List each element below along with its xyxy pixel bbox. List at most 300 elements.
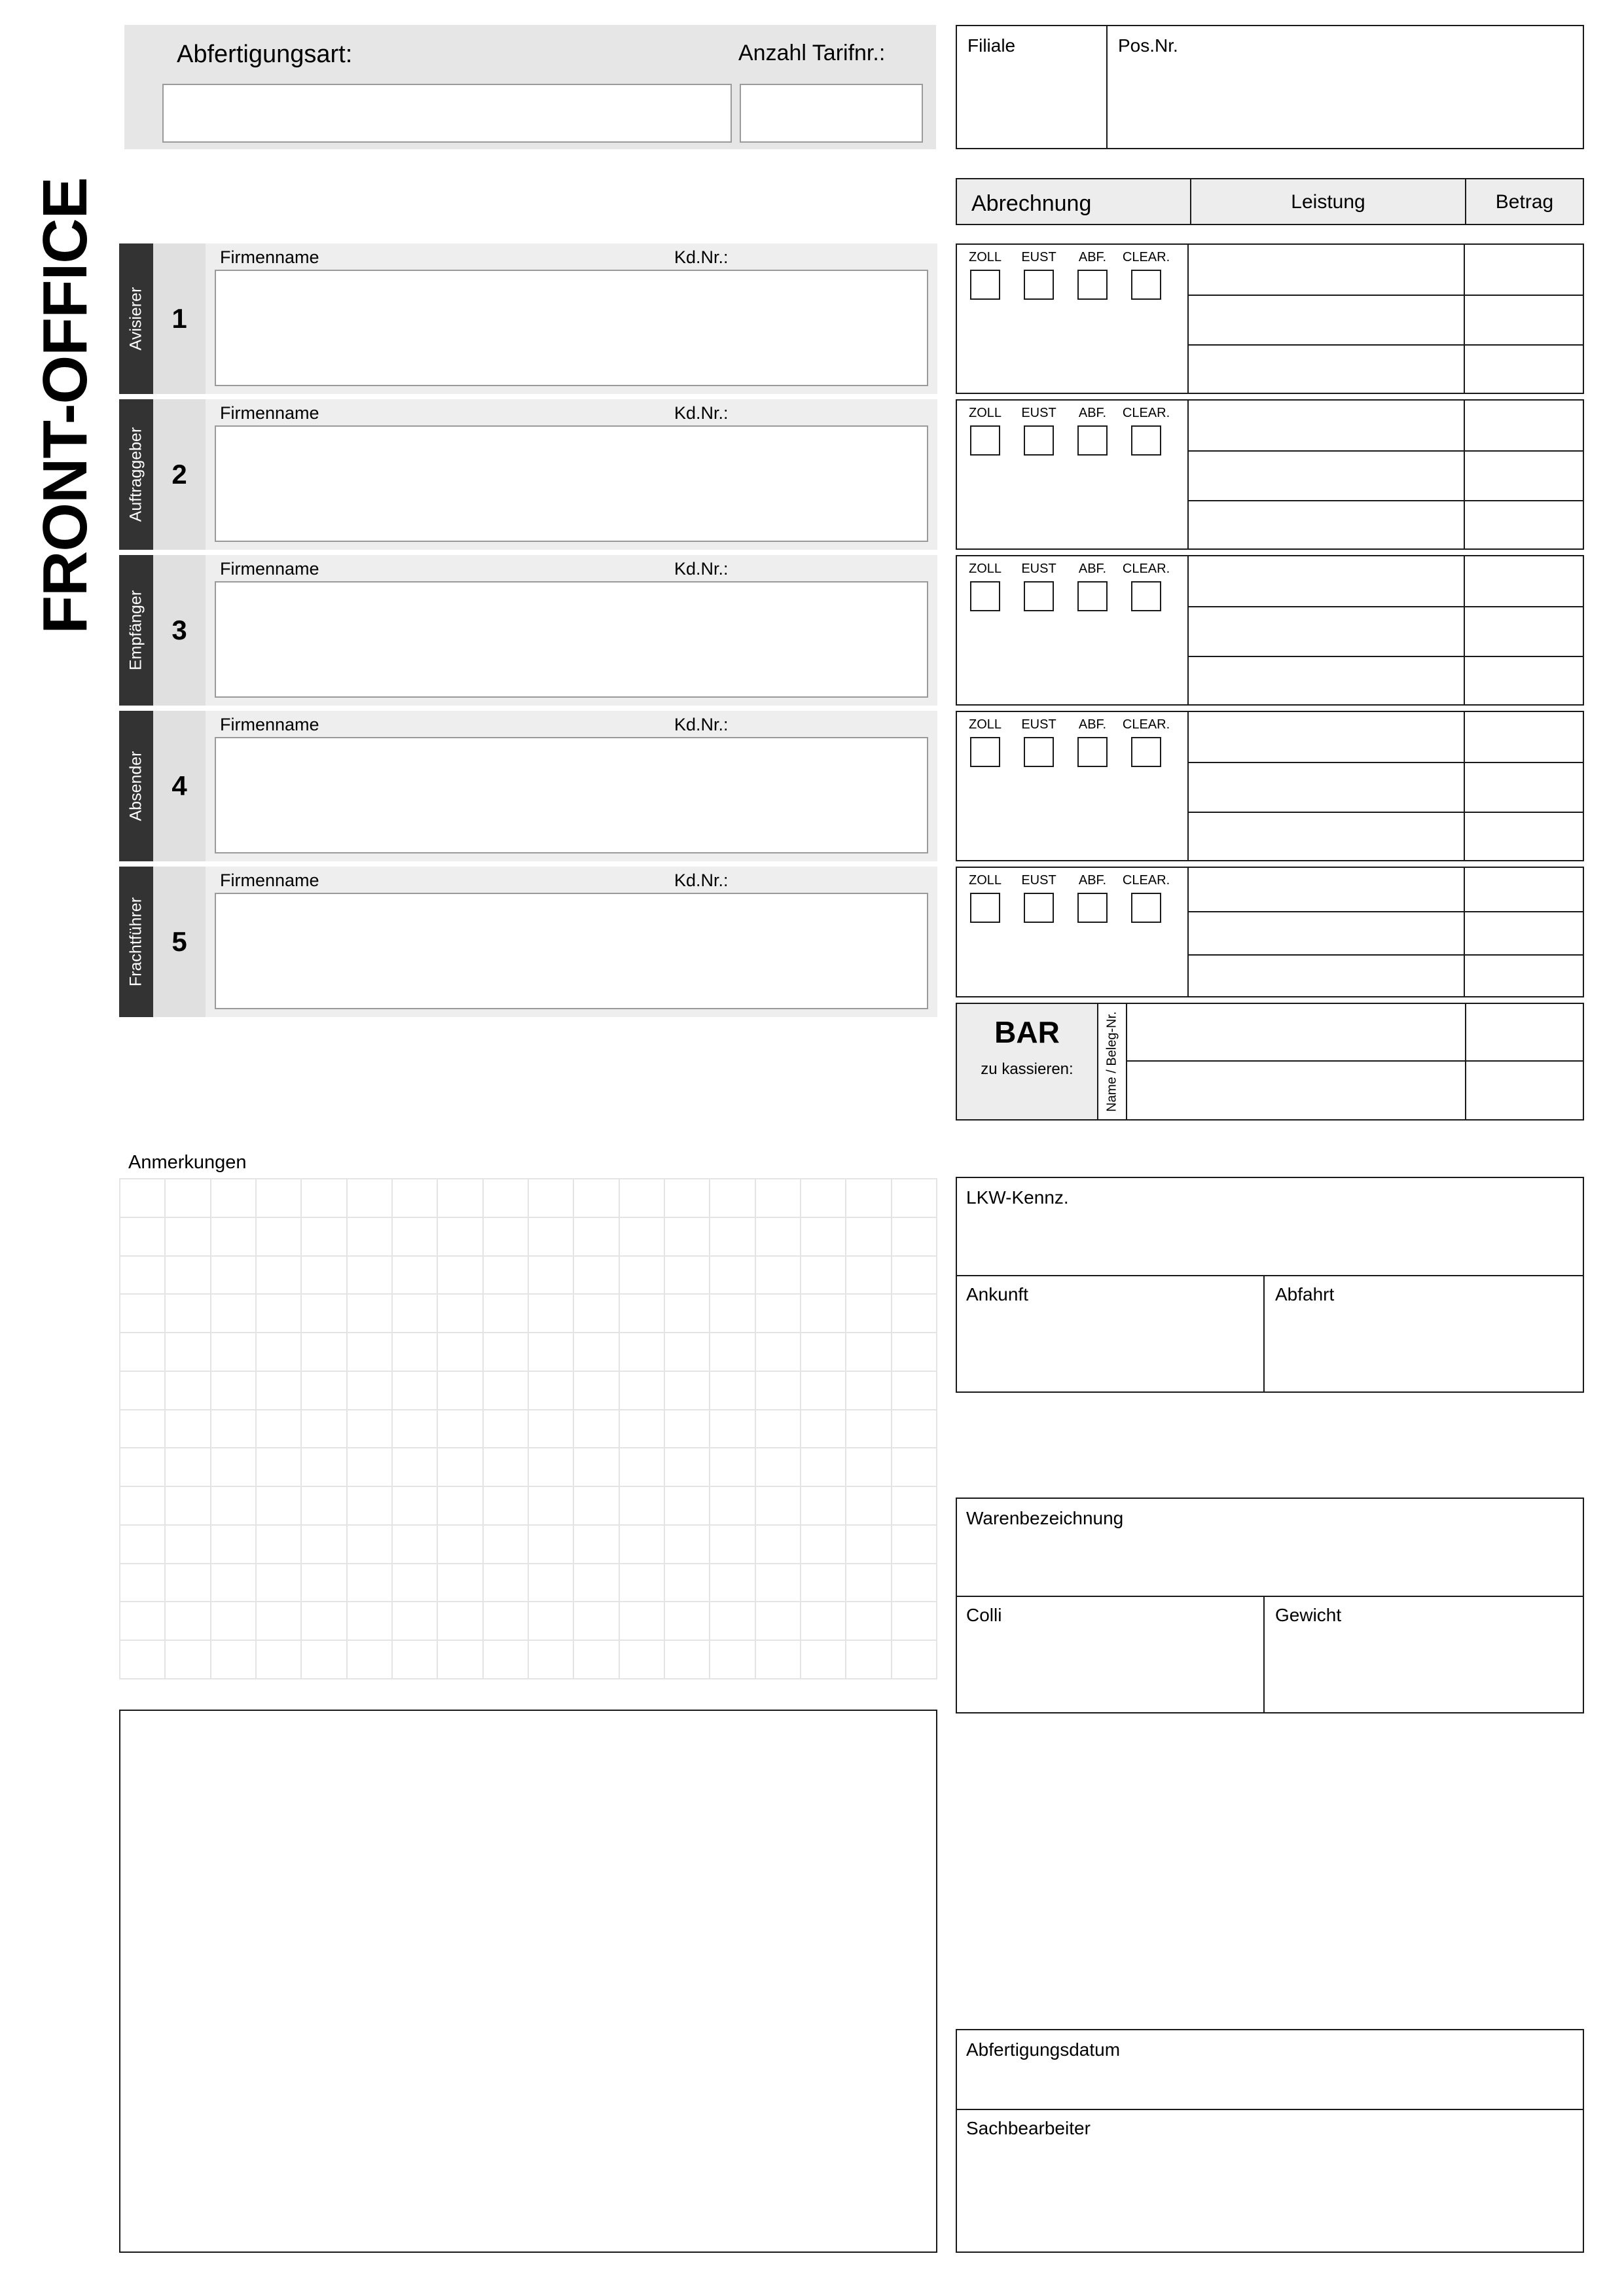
anmerkungen-grid-cell[interactable] — [120, 1333, 165, 1371]
anmerkungen-grid-cell[interactable] — [801, 1602, 846, 1640]
abrechnung-betrag-5-2[interactable] — [1470, 914, 1579, 952]
anmerkungen-grid-cell[interactable] — [165, 1371, 210, 1410]
anmerkungen-grid-cell[interactable] — [256, 1179, 301, 1217]
anmerkungen-grid-cell[interactable] — [437, 1640, 482, 1679]
abrechnung-betrag-3-1[interactable] — [1470, 559, 1579, 603]
anmerkungen-grid-cell[interactable] — [664, 1486, 710, 1525]
anmerkungen-grid-cell[interactable] — [392, 1294, 437, 1333]
anmerkungen-grid-cell[interactable] — [801, 1486, 846, 1525]
bar-betrag-2[interactable] — [1471, 1064, 1579, 1117]
anmerkungen-grid-cell[interactable] — [528, 1486, 573, 1525]
anmerkungen-grid-cell[interactable] — [347, 1294, 392, 1333]
anmerkungen-grid-cell[interactable] — [120, 1179, 165, 1217]
checkbox-abf-2[interactable] — [1077, 425, 1108, 456]
anmerkungen-grid-cell[interactable] — [347, 1256, 392, 1295]
anmerkungen-grid-cell[interactable] — [528, 1640, 573, 1679]
abrechnung-betrag-2-1[interactable] — [1470, 403, 1579, 448]
anmerkungen-grid-cell[interactable] — [846, 1602, 891, 1640]
anmerkungen-grid-cell[interactable] — [846, 1179, 891, 1217]
abrechnung-betrag-5-1[interactable] — [1470, 870, 1579, 908]
anmerkungen-grid-cell[interactable] — [437, 1410, 482, 1448]
checkbox-eust-2[interactable] — [1024, 425, 1054, 456]
abrechnung-betrag-4-2[interactable] — [1470, 764, 1579, 809]
abrechnung-betrag-5-3[interactable] — [1470, 957, 1579, 995]
anmerkungen-grid-cell[interactable] — [664, 1525, 710, 1564]
anmerkungen-grid-cell[interactable] — [846, 1564, 891, 1602]
anzahl-tarifnr-input[interactable] — [740, 84, 923, 143]
anmerkungen-grid-cell[interactable] — [256, 1640, 301, 1679]
anmerkungen-grid-cell[interactable] — [528, 1602, 573, 1640]
anmerkungen-grid-cell[interactable] — [528, 1294, 573, 1333]
anmerkungen-grid-cell[interactable] — [801, 1294, 846, 1333]
checkbox-clear-5[interactable] — [1131, 893, 1161, 923]
anmerkungen-grid-cell[interactable] — [619, 1294, 664, 1333]
party-input-4[interactable] — [215, 737, 928, 853]
anmerkungen-grid-cell[interactable] — [120, 1486, 165, 1525]
anmerkungen-grid-cell[interactable] — [347, 1179, 392, 1217]
posnr-input[interactable] — [1114, 65, 1576, 137]
anmerkungen-grid-cell[interactable] — [437, 1371, 482, 1410]
anmerkungen-grid-cell[interactable] — [710, 1371, 755, 1410]
anmerkungen-grid-cell[interactable] — [256, 1217, 301, 1256]
anmerkungen-grid-cell[interactable] — [165, 1602, 210, 1640]
anmerkungen-grid-cell[interactable] — [165, 1410, 210, 1448]
anmerkungen-grid-cell[interactable] — [256, 1448, 301, 1486]
anmerkungen-grid-cell[interactable] — [120, 1217, 165, 1256]
party-input-1[interactable] — [215, 270, 928, 386]
checkbox-zoll-4[interactable] — [970, 737, 1000, 767]
anmerkungen-grid-cell[interactable] — [892, 1525, 937, 1564]
anmerkungen-grid-cell[interactable] — [256, 1525, 301, 1564]
anmerkungen-grid-cell[interactable] — [892, 1486, 937, 1525]
anmerkungen-grid-cell[interactable] — [301, 1294, 346, 1333]
anmerkungen-grid-cell[interactable] — [573, 1333, 619, 1371]
anmerkungen-grid-cell[interactable] — [528, 1256, 573, 1295]
anmerkungen-grid-cell[interactable] — [892, 1217, 937, 1256]
anmerkungen-grid-cell[interactable] — [710, 1410, 755, 1448]
checkbox-eust-5[interactable] — [1024, 893, 1054, 923]
anmerkungen-grid-cell[interactable] — [801, 1256, 846, 1295]
anmerkungen-grid-cell[interactable] — [573, 1371, 619, 1410]
anmerkungen-grid-cell[interactable] — [619, 1217, 664, 1256]
anmerkungen-grid-cell[interactable] — [755, 1333, 801, 1371]
anmerkungen-grid-cell[interactable] — [483, 1525, 528, 1564]
anmerkungen-grid-cell[interactable] — [755, 1179, 801, 1217]
anmerkungen-grid-cell[interactable] — [347, 1564, 392, 1602]
anmerkungen-grid-cell[interactable] — [120, 1525, 165, 1564]
anmerkungen-grid-cell[interactable] — [256, 1410, 301, 1448]
anmerkungen-grid-cell[interactable] — [165, 1333, 210, 1371]
anmerkungen-grid-cell[interactable] — [846, 1410, 891, 1448]
anmerkungen-grid-cell[interactable] — [301, 1410, 346, 1448]
checkbox-zoll-5[interactable] — [970, 893, 1000, 923]
anmerkungen-grid-cell[interactable] — [120, 1564, 165, 1602]
anmerkungen-grid-cell[interactable] — [120, 1448, 165, 1486]
anmerkungen-grid-cell[interactable] — [437, 1333, 482, 1371]
anmerkungen-grid-cell[interactable] — [846, 1217, 891, 1256]
anmerkungen-grid-cell[interactable] — [211, 1256, 256, 1295]
anmerkungen-grid-cell[interactable] — [211, 1640, 256, 1679]
anmerkungen-grid-cell[interactable] — [256, 1333, 301, 1371]
anmerkungen-grid-cell[interactable] — [755, 1217, 801, 1256]
anmerkungen-grid-cell[interactable] — [755, 1256, 801, 1295]
anmerkungen-grid-cell[interactable] — [256, 1294, 301, 1333]
checkbox-clear-2[interactable] — [1131, 425, 1161, 456]
freeform-notes-box[interactable] — [119, 1710, 937, 2253]
checkbox-eust-1[interactable] — [1024, 270, 1054, 300]
anmerkungen-grid-cell[interactable] — [301, 1525, 346, 1564]
anmerkungen-grid-cell[interactable] — [664, 1448, 710, 1486]
anmerkungen-grid-cell[interactable] — [801, 1448, 846, 1486]
anmerkungen-grid-cell[interactable] — [664, 1256, 710, 1295]
anmerkungen-grid-cell[interactable] — [483, 1640, 528, 1679]
abrechnung-leistung-5-2[interactable] — [1194, 914, 1458, 952]
anmerkungen-grid-cell[interactable] — [710, 1564, 755, 1602]
anmerkungen-grid-cell[interactable] — [165, 1217, 210, 1256]
anmerkungen-grid-cell[interactable] — [165, 1294, 210, 1333]
anmerkungen-grid-cell[interactable] — [347, 1217, 392, 1256]
anmerkungen-grid-cell[interactable] — [483, 1217, 528, 1256]
anmerkungen-grid-cell[interactable] — [120, 1294, 165, 1333]
anmerkungen-grid-cell[interactable] — [120, 1371, 165, 1410]
anmerkungen-grid-cell[interactable] — [619, 1256, 664, 1295]
anmerkungen-grid-cell[interactable] — [573, 1179, 619, 1217]
anmerkungen-grid-cell[interactable] — [528, 1217, 573, 1256]
abrechnung-betrag-3-2[interactable] — [1470, 609, 1579, 653]
anmerkungen-grid-cell[interactable] — [573, 1640, 619, 1679]
anmerkungen-grid-cell[interactable] — [664, 1602, 710, 1640]
abrechnung-leistung-5-3[interactable] — [1194, 957, 1458, 995]
checkbox-clear-3[interactable] — [1131, 581, 1161, 611]
anmerkungen-grid-cell[interactable] — [301, 1640, 346, 1679]
anmerkungen-grid-cell[interactable] — [664, 1294, 710, 1333]
anmerkungen-grid-cell[interactable] — [211, 1564, 256, 1602]
anmerkungen-grid-cell[interactable] — [392, 1217, 437, 1256]
anmerkungen-grid-cell[interactable] — [892, 1410, 937, 1448]
abrechnung-betrag-3-3[interactable] — [1470, 658, 1579, 703]
abrechnung-leistung-1-2[interactable] — [1194, 297, 1458, 342]
anmerkungen-grid-cell[interactable] — [437, 1217, 482, 1256]
anmerkungen-grid-cell[interactable] — [710, 1333, 755, 1371]
anmerkungen-grid-cell[interactable] — [528, 1448, 573, 1486]
anmerkungen-grid-cell[interactable] — [120, 1640, 165, 1679]
anmerkungen-grid-cell[interactable] — [755, 1486, 801, 1525]
anmerkungen-grid-cell[interactable] — [755, 1371, 801, 1410]
anmerkungen-grid-cell[interactable] — [392, 1256, 437, 1295]
anmerkungen-grid-cell[interactable] — [437, 1294, 482, 1333]
anmerkungen-grid[interactable] — [119, 1178, 937, 1679]
anmerkungen-grid-cell[interactable] — [846, 1333, 891, 1371]
anmerkungen-grid-cell[interactable] — [301, 1564, 346, 1602]
anmerkungen-grid-cell[interactable] — [256, 1602, 301, 1640]
gewicht-input[interactable] — [1275, 1634, 1574, 1704]
anmerkungen-grid-cell[interactable] — [846, 1486, 891, 1525]
anmerkungen-grid-cell[interactable] — [392, 1410, 437, 1448]
anmerkungen-grid-cell[interactable] — [892, 1602, 937, 1640]
anmerkungen-grid-cell[interactable] — [892, 1294, 937, 1333]
abrechnung-betrag-1-2[interactable] — [1470, 297, 1579, 342]
anmerkungen-grid-cell[interactable] — [846, 1294, 891, 1333]
anmerkungen-grid-cell[interactable] — [619, 1602, 664, 1640]
anmerkungen-grid-cell[interactable] — [619, 1486, 664, 1525]
anmerkungen-grid-cell[interactable] — [211, 1179, 256, 1217]
anmerkungen-grid-cell[interactable] — [573, 1564, 619, 1602]
anmerkungen-grid-cell[interactable] — [483, 1410, 528, 1448]
abrechnung-betrag-2-2[interactable] — [1470, 453, 1579, 497]
abrechnung-betrag-4-1[interactable] — [1470, 715, 1579, 759]
anmerkungen-grid-cell[interactable] — [573, 1525, 619, 1564]
anmerkungen-grid-cell[interactable] — [301, 1217, 346, 1256]
anmerkungen-grid-cell[interactable] — [892, 1371, 937, 1410]
anmerkungen-grid-cell[interactable] — [892, 1179, 937, 1217]
anmerkungen-grid-cell[interactable] — [301, 1486, 346, 1525]
anmerkungen-grid-cell[interactable] — [437, 1486, 482, 1525]
anmerkungen-grid-cell[interactable] — [211, 1486, 256, 1525]
anmerkungen-grid-cell[interactable] — [301, 1256, 346, 1295]
anmerkungen-grid-cell[interactable] — [710, 1486, 755, 1525]
anmerkungen-grid-cell[interactable] — [664, 1410, 710, 1448]
anmerkungen-grid-cell[interactable] — [755, 1448, 801, 1486]
sachbearbeiter-input[interactable] — [966, 2147, 1574, 2245]
anmerkungen-grid-cell[interactable] — [528, 1525, 573, 1564]
anmerkungen-grid-cell[interactable] — [347, 1525, 392, 1564]
filiale-input[interactable] — [964, 65, 1098, 137]
anmerkungen-grid-cell[interactable] — [301, 1602, 346, 1640]
abrechnung-betrag-1-3[interactable] — [1470, 347, 1579, 391]
anmerkungen-grid-cell[interactable] — [211, 1333, 256, 1371]
anmerkungen-grid-cell[interactable] — [573, 1256, 619, 1295]
anmerkungen-grid-cell[interactable] — [892, 1333, 937, 1371]
anmerkungen-grid-cell[interactable] — [120, 1602, 165, 1640]
abfertigungsart-input[interactable] — [162, 84, 732, 143]
anmerkungen-grid-cell[interactable] — [801, 1640, 846, 1679]
anmerkungen-grid-cell[interactable] — [710, 1179, 755, 1217]
anmerkungen-grid-cell[interactable] — [755, 1640, 801, 1679]
anmerkungen-grid-cell[interactable] — [573, 1410, 619, 1448]
anmerkungen-grid-cell[interactable] — [483, 1256, 528, 1295]
ankunft-input[interactable] — [966, 1313, 1254, 1384]
anmerkungen-grid-cell[interactable] — [165, 1179, 210, 1217]
abrechnung-leistung-2-2[interactable] — [1194, 453, 1458, 497]
bar-value-1[interactable] — [1134, 1008, 1458, 1056]
anmerkungen-grid-cell[interactable] — [301, 1179, 346, 1217]
abrechnung-betrag-2-3[interactable] — [1470, 503, 1579, 547]
anmerkungen-grid-cell[interactable] — [619, 1410, 664, 1448]
anmerkungen-grid-cell[interactable] — [892, 1448, 937, 1486]
anmerkungen-grid-cell[interactable] — [165, 1525, 210, 1564]
anmerkungen-grid-cell[interactable] — [165, 1564, 210, 1602]
checkbox-eust-3[interactable] — [1024, 581, 1054, 611]
anmerkungen-grid-cell[interactable] — [755, 1564, 801, 1602]
anmerkungen-grid-cell[interactable] — [528, 1371, 573, 1410]
anmerkungen-grid-cell[interactable] — [211, 1410, 256, 1448]
anmerkungen-grid-cell[interactable] — [347, 1602, 392, 1640]
anmerkungen-grid-cell[interactable] — [710, 1294, 755, 1333]
anmerkungen-grid-cell[interactable] — [392, 1486, 437, 1525]
anmerkungen-grid-cell[interactable] — [528, 1410, 573, 1448]
checkbox-zoll-1[interactable] — [970, 270, 1000, 300]
anmerkungen-grid-cell[interactable] — [392, 1564, 437, 1602]
party-input-5[interactable] — [215, 893, 928, 1009]
anmerkungen-grid-cell[interactable] — [710, 1217, 755, 1256]
anmerkungen-grid-cell[interactable] — [392, 1179, 437, 1217]
anmerkungen-grid-cell[interactable] — [483, 1294, 528, 1333]
anmerkungen-grid-cell[interactable] — [301, 1371, 346, 1410]
anmerkungen-grid-cell[interactable] — [619, 1179, 664, 1217]
anmerkungen-grid-cell[interactable] — [710, 1640, 755, 1679]
colli-input[interactable] — [966, 1634, 1254, 1704]
anmerkungen-grid-cell[interactable] — [619, 1448, 664, 1486]
anmerkungen-grid-cell[interactable] — [892, 1640, 937, 1679]
anmerkungen-grid-cell[interactable] — [528, 1333, 573, 1371]
anmerkungen-grid-cell[interactable] — [710, 1525, 755, 1564]
anmerkungen-grid-cell[interactable] — [256, 1564, 301, 1602]
anmerkungen-grid-cell[interactable] — [801, 1564, 846, 1602]
checkbox-eust-4[interactable] — [1024, 737, 1054, 767]
abrechnung-leistung-3-2[interactable] — [1194, 609, 1458, 653]
anmerkungen-grid-cell[interactable] — [256, 1256, 301, 1295]
anmerkungen-grid-cell[interactable] — [710, 1256, 755, 1295]
anmerkungen-grid-cell[interactable] — [483, 1448, 528, 1486]
anmerkungen-grid-cell[interactable] — [619, 1525, 664, 1564]
anmerkungen-grid-cell[interactable] — [801, 1525, 846, 1564]
anmerkungen-grid-cell[interactable] — [483, 1564, 528, 1602]
checkbox-clear-4[interactable] — [1131, 737, 1161, 767]
anmerkungen-grid-cell[interactable] — [619, 1333, 664, 1371]
party-input-2[interactable] — [215, 425, 928, 542]
anmerkungen-grid-cell[interactable] — [846, 1525, 891, 1564]
abrechnung-leistung-1-1[interactable] — [1194, 247, 1458, 292]
anmerkungen-grid-cell[interactable] — [392, 1333, 437, 1371]
anmerkungen-grid-cell[interactable] — [120, 1410, 165, 1448]
anmerkungen-grid-cell[interactable] — [664, 1179, 710, 1217]
anmerkungen-grid-cell[interactable] — [392, 1448, 437, 1486]
anmerkungen-grid-cell[interactable] — [165, 1640, 210, 1679]
anmerkungen-grid-cell[interactable] — [347, 1333, 392, 1371]
anmerkungen-grid-cell[interactable] — [256, 1371, 301, 1410]
anmerkungen-grid-cell[interactable] — [892, 1564, 937, 1602]
anmerkungen-grid-cell[interactable] — [211, 1602, 256, 1640]
abrechnung-betrag-1-1[interactable] — [1470, 247, 1579, 292]
anmerkungen-grid-cell[interactable] — [437, 1564, 482, 1602]
anmerkungen-grid-cell[interactable] — [801, 1217, 846, 1256]
anmerkungen-grid-cell[interactable] — [710, 1448, 755, 1486]
anmerkungen-grid-cell[interactable] — [573, 1294, 619, 1333]
anmerkungen-grid-cell[interactable] — [165, 1486, 210, 1525]
abrechnung-leistung-3-1[interactable] — [1194, 559, 1458, 603]
anmerkungen-grid-cell[interactable] — [392, 1640, 437, 1679]
anmerkungen-grid-cell[interactable] — [528, 1179, 573, 1217]
anmerkungen-grid-cell[interactable] — [392, 1371, 437, 1410]
anmerkungen-grid-cell[interactable] — [755, 1602, 801, 1640]
checkbox-clear-1[interactable] — [1131, 270, 1161, 300]
checkbox-abf-1[interactable] — [1077, 270, 1108, 300]
anmerkungen-grid-cell[interactable] — [846, 1256, 891, 1295]
checkbox-zoll-2[interactable] — [970, 425, 1000, 456]
anmerkungen-grid-cell[interactable] — [347, 1410, 392, 1448]
anmerkungen-grid-cell[interactable] — [347, 1448, 392, 1486]
anmerkungen-grid-cell[interactable] — [437, 1448, 482, 1486]
anmerkungen-grid-cell[interactable] — [211, 1371, 256, 1410]
anmerkungen-grid-cell[interactable] — [664, 1564, 710, 1602]
anmerkungen-grid-cell[interactable] — [211, 1294, 256, 1333]
abrechnung-leistung-1-3[interactable] — [1194, 347, 1458, 391]
abrechnung-leistung-4-3[interactable] — [1194, 814, 1458, 859]
anmerkungen-grid-cell[interactable] — [892, 1256, 937, 1295]
anmerkungen-grid-cell[interactable] — [392, 1525, 437, 1564]
anmerkungen-grid-cell[interactable] — [846, 1640, 891, 1679]
lkw-kennz-input[interactable] — [966, 1216, 1574, 1268]
anmerkungen-grid-cell[interactable] — [619, 1640, 664, 1679]
anmerkungen-grid-cell[interactable] — [755, 1525, 801, 1564]
abrechnung-leistung-2-1[interactable] — [1194, 403, 1458, 448]
anmerkungen-grid-cell[interactable] — [573, 1217, 619, 1256]
anmerkungen-grid-cell[interactable] — [801, 1371, 846, 1410]
abrechnung-leistung-2-3[interactable] — [1194, 503, 1458, 547]
abrechnung-betrag-4-3[interactable] — [1470, 814, 1579, 859]
anmerkungen-grid-cell[interactable] — [483, 1602, 528, 1640]
anmerkungen-grid-cell[interactable] — [483, 1333, 528, 1371]
anmerkungen-grid-cell[interactable] — [573, 1602, 619, 1640]
anmerkungen-grid-cell[interactable] — [710, 1602, 755, 1640]
checkbox-abf-5[interactable] — [1077, 893, 1108, 923]
anmerkungen-grid-cell[interactable] — [528, 1564, 573, 1602]
abfertigungsdatum-input[interactable] — [966, 2068, 1574, 2106]
anmerkungen-grid-cell[interactable] — [437, 1602, 482, 1640]
checkbox-abf-3[interactable] — [1077, 581, 1108, 611]
abrechnung-leistung-4-1[interactable] — [1194, 715, 1458, 759]
anmerkungen-grid-cell[interactable] — [619, 1371, 664, 1410]
anmerkungen-grid-cell[interactable] — [256, 1486, 301, 1525]
anmerkungen-grid-cell[interactable] — [619, 1564, 664, 1602]
anmerkungen-grid-cell[interactable] — [347, 1371, 392, 1410]
anmerkungen-grid-cell[interactable] — [755, 1410, 801, 1448]
anmerkungen-grid-cell[interactable] — [301, 1448, 346, 1486]
anmerkungen-grid-cell[interactable] — [801, 1410, 846, 1448]
anmerkungen-grid-cell[interactable] — [437, 1256, 482, 1295]
anmerkungen-grid-cell[interactable] — [437, 1179, 482, 1217]
anmerkungen-grid-cell[interactable] — [664, 1371, 710, 1410]
anmerkungen-grid-cell[interactable] — [801, 1333, 846, 1371]
anmerkungen-grid-cell[interactable] — [165, 1256, 210, 1295]
anmerkungen-grid-cell[interactable] — [664, 1333, 710, 1371]
anmerkungen-grid-cell[interactable] — [211, 1525, 256, 1564]
abrechnung-leistung-5-1[interactable] — [1194, 870, 1458, 908]
anmerkungen-grid-cell[interactable] — [846, 1371, 891, 1410]
abrechnung-leistung-3-3[interactable] — [1194, 658, 1458, 703]
anmerkungen-grid-cell[interactable] — [846, 1448, 891, 1486]
checkbox-abf-4[interactable] — [1077, 737, 1108, 767]
anmerkungen-grid-cell[interactable] — [347, 1640, 392, 1679]
checkbox-zoll-3[interactable] — [970, 581, 1000, 611]
anmerkungen-grid-cell[interactable] — [801, 1179, 846, 1217]
bar-betrag-1[interactable] — [1471, 1008, 1579, 1056]
anmerkungen-grid-cell[interactable] — [301, 1333, 346, 1371]
anmerkungen-grid-cell[interactable] — [392, 1602, 437, 1640]
anmerkungen-grid-cell[interactable] — [211, 1217, 256, 1256]
anmerkungen-grid-cell[interactable] — [437, 1525, 482, 1564]
anmerkungen-grid-cell[interactable] — [120, 1256, 165, 1295]
anmerkungen-grid-cell[interactable] — [664, 1217, 710, 1256]
abrechnung-leistung-4-2[interactable] — [1194, 764, 1458, 809]
anmerkungen-grid-cell[interactable] — [755, 1294, 801, 1333]
anmerkungen-grid-cell[interactable] — [483, 1371, 528, 1410]
bar-value-2[interactable] — [1134, 1064, 1458, 1117]
anmerkungen-grid-table[interactable] — [119, 1178, 937, 1679]
anmerkungen-grid-cell[interactable] — [347, 1486, 392, 1525]
anmerkungen-grid-cell[interactable] — [211, 1448, 256, 1486]
abfahrt-input[interactable] — [1275, 1313, 1574, 1384]
